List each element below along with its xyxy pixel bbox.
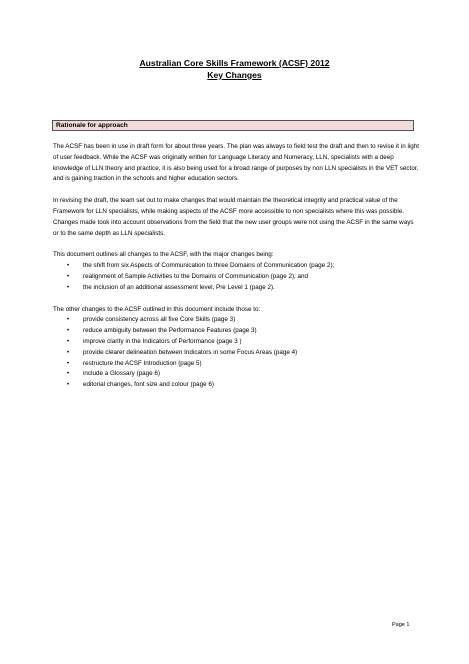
list-item: • editorial changes, font size and colour (page 6) [53, 380, 419, 391]
title-line-1: Australian Core Skills Framework (ACSF) 2012 [139, 58, 330, 68]
major-changes-intro: This document outlines all changes to the ACSF, with the major changes being: [53, 251, 274, 259]
bullet-icon: • [67, 381, 70, 389]
list-item: • reduce ambiguity between the Performance Features (page 3) [53, 326, 419, 337]
bullet-icon: • [67, 348, 70, 356]
bullet-icon: • [67, 272, 70, 280]
list-item: • provide consistency across all five Core Skills (page 3) [53, 315, 419, 326]
major-changes-list [53, 261, 419, 293]
list-item: • the shift from six Aspects of Communication to three Domains of Communication (page 2); [53, 261, 419, 272]
title-line-2: Key Changes [207, 70, 262, 80]
document-body [53, 142, 419, 402]
list-item: • restructure the ACSF Introduction (page 5) [53, 359, 419, 370]
bullet-icon: • [67, 337, 70, 345]
document-title [0, 57, 469, 81]
section-heading-rationale: Rationale for approach [52, 120, 414, 131]
bullet-icon: • [67, 370, 70, 378]
paragraph-2: In revising the draft, the team set out to make changes that would maintain the theoretical integrity and practical value of the Framework for LLN specialists, while making aspects of the ACSF more accessible to non specialists where this was possible. Changes made took into account observations from the field that the new user groups were not using the ACSF in the same ways or to the same depth as LLN specialists. [53, 197, 414, 237]
bullet-icon: • [67, 262, 70, 270]
paragraph-1: The ACSF has been in use in draft form for about three years. The plan was always to field test the draft and then to revise it in light of user feedback. While the ACSF was originally written for Language Literacy and Numeracy, LLN, specialists with a deep knowledge of LLN theory and practice, it is also being used for a broad range of purposes by non LLN specialists in the VET sector, and is gaining traction in the schools and higher education sectors. [53, 143, 420, 183]
list-item: • the inclusion of an additional assessment level, Pre Level 1 (page 2). [53, 283, 419, 294]
bullet-icon: • [67, 327, 70, 335]
list-item: • realignment of Sample Activities to the Domains of Communication (page 2); and [53, 272, 419, 283]
list-item: • include a Glossary (page 6) [53, 369, 419, 380]
bullet-icon: • [67, 359, 70, 367]
other-changes-intro: The other changes to the ACSF outlined in this document include those to: [53, 305, 261, 313]
bullet-icon: • [67, 316, 70, 324]
bullet-icon: • [67, 283, 70, 291]
list-item: • improve clarity in the Indicators of Performance (page 3 ) [53, 337, 419, 348]
other-changes-list [53, 315, 419, 391]
list-item: • provide clearer delineation between Indicators in some Focus Areas (page 4) [53, 348, 419, 359]
page-number: Page 1 [392, 622, 410, 628]
